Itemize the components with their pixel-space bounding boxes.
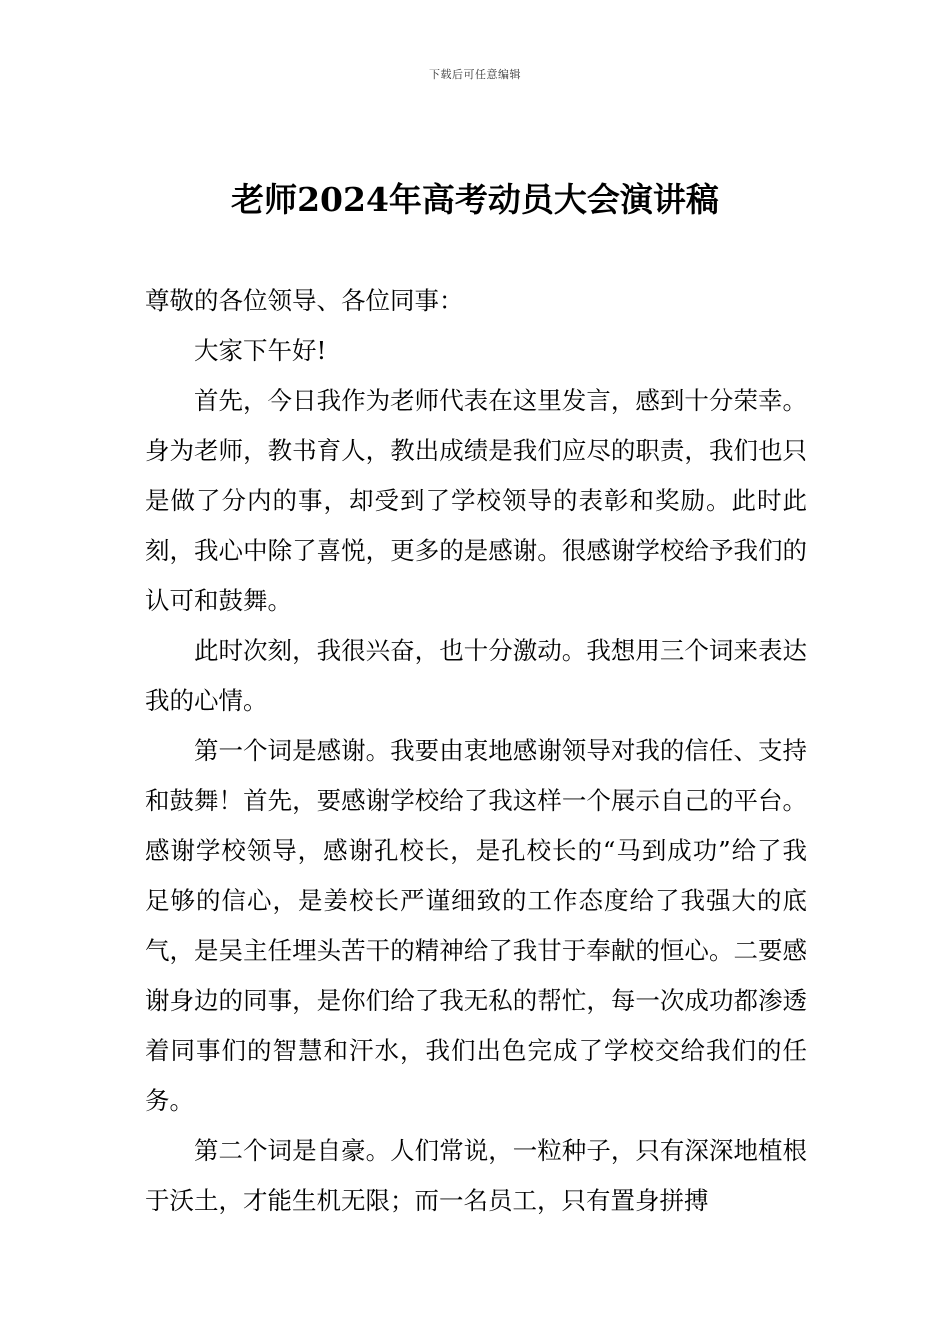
salutation: 尊敬的各位领导、各位同事： — [145, 286, 464, 315]
paragraph-greeting: 大家下午好! — [194, 336, 327, 365]
document-title: 老师2024年高考动员大会演讲稿 — [231, 180, 719, 219]
header-note: 下载后可任意编辑 — [429, 68, 521, 81]
paragraph-opening: 首先，今日我作为老师代表在这里发言，感到十分荣幸。身为老师，教书育人，教出成绩是我们应尽的职责，我们也只是做了分内的事，却受到了学校领导的表彰和奖励。此时此刻，我心中除了喜悦，更多的是感谢。很感谢学校给予我们的认可和鼓舞。 — [145, 386, 807, 615]
paragraph-gratitude: 第一个词是感谢。我要由衷地感谢领导对我的信任、支持和鼓舞！首先，要感谢学校给了我这样一个展示自己的平台。感谢学校领导，感谢孔校长，是孔校长的“马到成功”给了我足够的信心，是姜校长严谨细致的工作态度给了我强大的底气，是吴主任埋头苦干的精神给了我甘于奉献的恒心。二要感谢身边的同事，是你们给了我无私的帮忙，每一次成功都渗透着同事们的智慧和汗水，我们出色完成了学校交给我们的任务。 — [145, 736, 807, 1115]
document-body — [145, 276, 807, 1226]
paragraph-feelings: 此时次刻，我很兴奋，也十分激动。我想用三个词来表达我的心情。 — [145, 636, 807, 715]
paragraph-pride: 第二个词是自豪。人们常说，一粒种子，只有深深地植根于沃土，才能生机无限；而一名员工，只有置身拼搏 — [145, 1136, 807, 1215]
